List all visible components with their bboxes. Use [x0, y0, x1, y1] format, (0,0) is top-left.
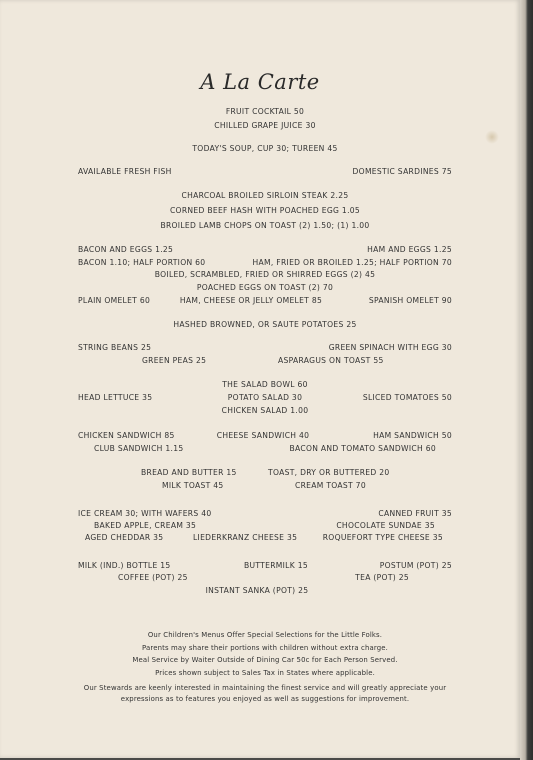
menu-item: THE SALAD BOWL 60 — [222, 380, 308, 389]
menu-item: HAM, CHEESE OR JELLY OMELET 85 — [179, 296, 323, 305]
menu-line — [78, 343, 452, 355]
menu-item: HAM, FRIED OR BROILED 1.25; HALF PORTION 70 — [252, 258, 452, 267]
menu-item: ASPARAGUS ON TOAST 55 — [278, 356, 384, 365]
menu-item: CHOCOLATE SUNDAE 35 — [336, 521, 435, 530]
menu-line — [78, 509, 452, 521]
menu-line — [78, 444, 452, 456]
menu-line — [78, 258, 452, 270]
menu-item: TODAY'S SOUP, CUP 30; TUREEN 45 — [192, 144, 338, 153]
menu-item: BREAD AND BUTTER 15 — [141, 468, 237, 477]
menu-item: HAM AND EGGS 1.25 — [367, 245, 452, 254]
menu-item: LIEDERKRANZ CHEESE 35 — [193, 533, 298, 542]
footnote: Our Stewards are keenly interested in maintaining the finest service and will greatly appreciate your — [83, 684, 447, 692]
menu-line — [78, 121, 452, 133]
menu-line — [78, 270, 452, 282]
menu-item: BACON 1.10; HALF PORTION 60 — [78, 258, 206, 267]
menu-line — [78, 431, 452, 443]
menu-item: AVAILABLE FRESH FISH — [78, 167, 172, 176]
menu-item: CANNED FRUIT 35 — [378, 509, 452, 518]
footnote: Prices shown subject to Sales Tax in States where applicable. — [155, 669, 375, 677]
menu-line — [78, 481, 452, 493]
footnote: expressions as to features you enjoyed as well as suggestions for improvement. — [120, 695, 410, 703]
menu-item: HAM SANDWICH 50 — [373, 431, 452, 440]
menu-line — [78, 167, 452, 179]
menu-line — [78, 144, 452, 156]
menu-line — [78, 573, 452, 585]
menu-item: CREAM TOAST 70 — [295, 481, 366, 490]
menu-title: A La Carte — [200, 70, 320, 94]
menu-item: FRUIT COCKTAIL 50 — [225, 107, 305, 116]
menu-line — [78, 221, 452, 233]
menu-line — [78, 561, 452, 573]
menu-item: COFFEE (POT) 25 — [118, 573, 188, 582]
menu-item: TEA (POT) 25 — [355, 573, 409, 582]
menu-item: CHICKEN SALAD 1.00 — [221, 406, 309, 415]
menu-item: ROQUEFORT TYPE CHEESE 35 — [322, 533, 443, 542]
menu-line — [78, 586, 452, 598]
menu-item: CORNED BEEF HASH WITH POACHED EGG 1.05 — [169, 206, 361, 215]
menu-line — [78, 245, 452, 257]
menu-item: ICE CREAM 30; WITH WAFERS 40 — [78, 509, 212, 518]
menu-line — [78, 356, 452, 368]
menu-line — [78, 296, 452, 308]
paper-stain — [485, 130, 499, 144]
menu-item: AGED CHEDDAR 35 — [85, 533, 164, 542]
menu-item: BACON AND TOMATO SANDWICH 60 — [289, 444, 436, 453]
menu-item: CHEESE SANDWICH 40 — [216, 431, 310, 440]
menu-item: PLAIN OMELET 60 — [78, 296, 151, 305]
menu-item: POTATO SALAD 30 — [227, 393, 303, 402]
menu-item: INSTANT SANKA (POT) 25 — [205, 586, 309, 595]
menu-item: BUTTERMILK 15 — [244, 561, 308, 570]
menu-line — [78, 521, 452, 533]
menu-item: CLUB SANDWICH 1.15 — [94, 444, 184, 453]
menu-line — [78, 533, 452, 545]
menu-line — [78, 406, 452, 418]
menu-item: BACON AND EGGS 1.25 — [78, 245, 174, 254]
menu-item: MILK TOAST 45 — [162, 481, 224, 490]
footnote: Our Children's Menus Offer Special Selections for the Little Folks. — [147, 631, 383, 639]
menu-item: GREEN SPINACH WITH EGG 30 — [328, 343, 452, 352]
menu-item: SLICED TOMATOES 50 — [362, 393, 452, 402]
footnote: Parents may share their portions with children without extra charge. — [142, 644, 388, 652]
menu-line — [78, 206, 452, 218]
menu-item: POACHED EGGS ON TOAST (2) 70 — [196, 283, 334, 292]
menu-line — [78, 191, 452, 203]
menu-item: STRING BEANS 25 — [78, 343, 152, 352]
footnote: Meal Service by Waiter Outside of Dining Car 50c for Each Person Served. — [132, 656, 398, 664]
menu-item: DOMESTIC SARDINES 75 — [352, 167, 452, 176]
page-edge — [520, 0, 533, 760]
menu-item: CHARCOAL BROILED SIRLOIN STEAK 2.25 — [181, 191, 349, 200]
menu-line — [78, 107, 452, 119]
menu-item: MILK (IND.) BOTTLE 15 — [78, 561, 171, 570]
menu-line — [78, 468, 452, 480]
menu-item: TOAST, DRY OR BUTTERED 20 — [268, 468, 390, 477]
menu-item: CHILLED GRAPE JUICE 30 — [214, 121, 316, 130]
menu-item: GREEN PEAS 25 — [142, 356, 207, 365]
menu-item: BAKED APPLE, CREAM 35 — [94, 521, 197, 530]
menu-item: HEAD LETTUCE 35 — [78, 393, 153, 402]
menu-item: SPANISH OMELET 90 — [368, 296, 452, 305]
menu-item: BOILED, SCRAMBLED, FRIED OR SHIRRED EGGS (2) 45 — [154, 270, 376, 279]
menu-item: BROILED LAMB CHOPS ON TOAST (2) 1.50; (1) 1.00 — [160, 221, 370, 230]
menu-item: POSTUM (POT) 25 — [379, 561, 452, 570]
menu-line — [78, 283, 452, 295]
menu-item: HASHED BROWNED, OR SAUTE POTATOES 25 — [173, 320, 357, 329]
menu-item: CHICKEN SANDWICH 85 — [78, 431, 175, 440]
menu-line — [78, 380, 452, 392]
menu-line — [78, 320, 452, 332]
menu-line — [78, 393, 452, 405]
